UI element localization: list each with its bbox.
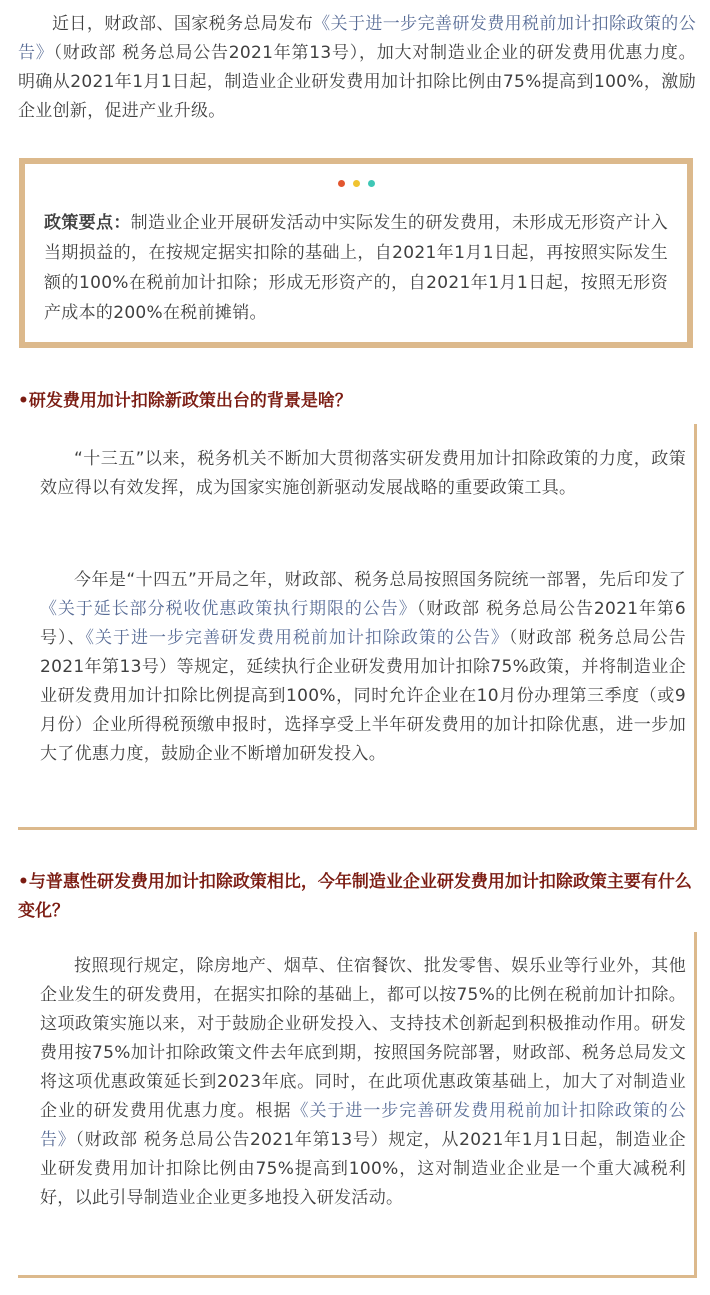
section2-text-b: （财政部 税务总局公告2021年第13号）规定，从2021年1月1日起，制造业企业研发费用加计扣除比例由75%提高到100%，这对制造业企业是一个重大减税利好，以此引导制造业企业更多地投入研发活动。	[40, 1130, 686, 1208]
dot-icon-teal	[368, 180, 375, 187]
section2-paragraph	[40, 952, 686, 1213]
section2-announcement-link[interactable]: 《关于进一步完善研发费用税前加计扣除政策的公告》	[40, 1101, 686, 1150]
decorative-dots	[25, 178, 687, 187]
policy-label: 政策要点：	[44, 213, 131, 233]
section1-paragraph-1: “十三五”以来，税务机关不断加大贯彻落实研发费用加计扣除政策的力度，政策效应得以有效发挥，成为国家实施创新驱动发展战略的重要政策工具。	[40, 449, 686, 498]
rd-announcement-link[interactable]: 《关于进一步完善研发费用税前加计扣除政策的公告》	[85, 628, 509, 648]
section1-para2-text-c: （财政部 税务总局公告2021年第13号）等规定，延续执行企业研发费用加计扣除75%政策，并将制造业企业研发费用加计扣除比例提高到100%，同时允许企业在10月份办理第三季度（或9月份）企业所得税预缴申报时，选择享受上半年研发费用的加计扣除优惠，进一步加大了优惠力度，鼓励企业不断增加研发投入。	[40, 628, 686, 764]
policy-body: 制造业企业开展研发活动中实际发生的研发费用，未形成无形资产计入当期损益的，在按规定据实扣除的基础上，自2021年1月1日起，再按照实际发生额的100%在税前加计扣除；形成无形资产的，自2021年1月1日起，按照无形资产成本的200%在税前摊销。	[44, 213, 668, 323]
section1-paragraph-2	[40, 566, 686, 769]
intro-text-suffix: （财政部 税务总局公告2021年第13号），加大对制造业企业的研发费用优惠力度。明确从2021年1月1日起，制造业企业研发费用加计扣除比例由75%提高到100%，激励企业创新，促进产业升级。	[18, 43, 696, 121]
dot-icon-red	[338, 180, 345, 187]
dot-icon-yellow	[353, 180, 360, 187]
section2-box	[18, 932, 697, 1278]
policy-box	[19, 158, 693, 348]
section2-text-a: 按照现行规定，除房地产、烟草、住宿餐饮、批发零售、娱乐业等行业外，其他企业发生的研发费用，在据实扣除的基础上，都可以按75%的比例在税前加计扣除。这项政策实施以来，对于鼓励企业研发投入、支持技术创新起到积极推动作用。研发费用按75%加计扣除政策文件去年底到期，按照国务院部署，财政部、税务总局发文将这项优惠政策延长到2023年底。同时，在此项优惠政策基础上，加大了对制造业企业的研发费用优惠力度。根据	[40, 956, 686, 1121]
section1-para2-text-b: （财政部 税务总局公告2021年第6号）、	[40, 599, 686, 648]
section1-para2-text-a: 今年是“十四五”开局之年，财政部、税务总局按照国务院统一部署，先后印发了	[74, 570, 686, 590]
extension-announcement-link[interactable]: 《关于延长部分税收优惠政策执行期限的公告》	[40, 599, 417, 619]
intro-text-prefix: 近日，财政部、国家税务总局发布	[52, 14, 314, 34]
intro-paragraph	[18, 10, 696, 126]
section1-box	[18, 424, 697, 830]
policy-text	[44, 208, 668, 328]
announcement-link[interactable]: 《关于进一步完善研发费用税前加计扣除政策的公告》	[18, 14, 696, 63]
section2-heading: •与普惠性研发费用加计扣除政策相比，今年制造业企业研发费用加计扣除政策主要有什么变化？	[18, 872, 692, 921]
section1-heading: •研发费用加计扣除新政策出台的背景是啥？	[18, 391, 352, 411]
